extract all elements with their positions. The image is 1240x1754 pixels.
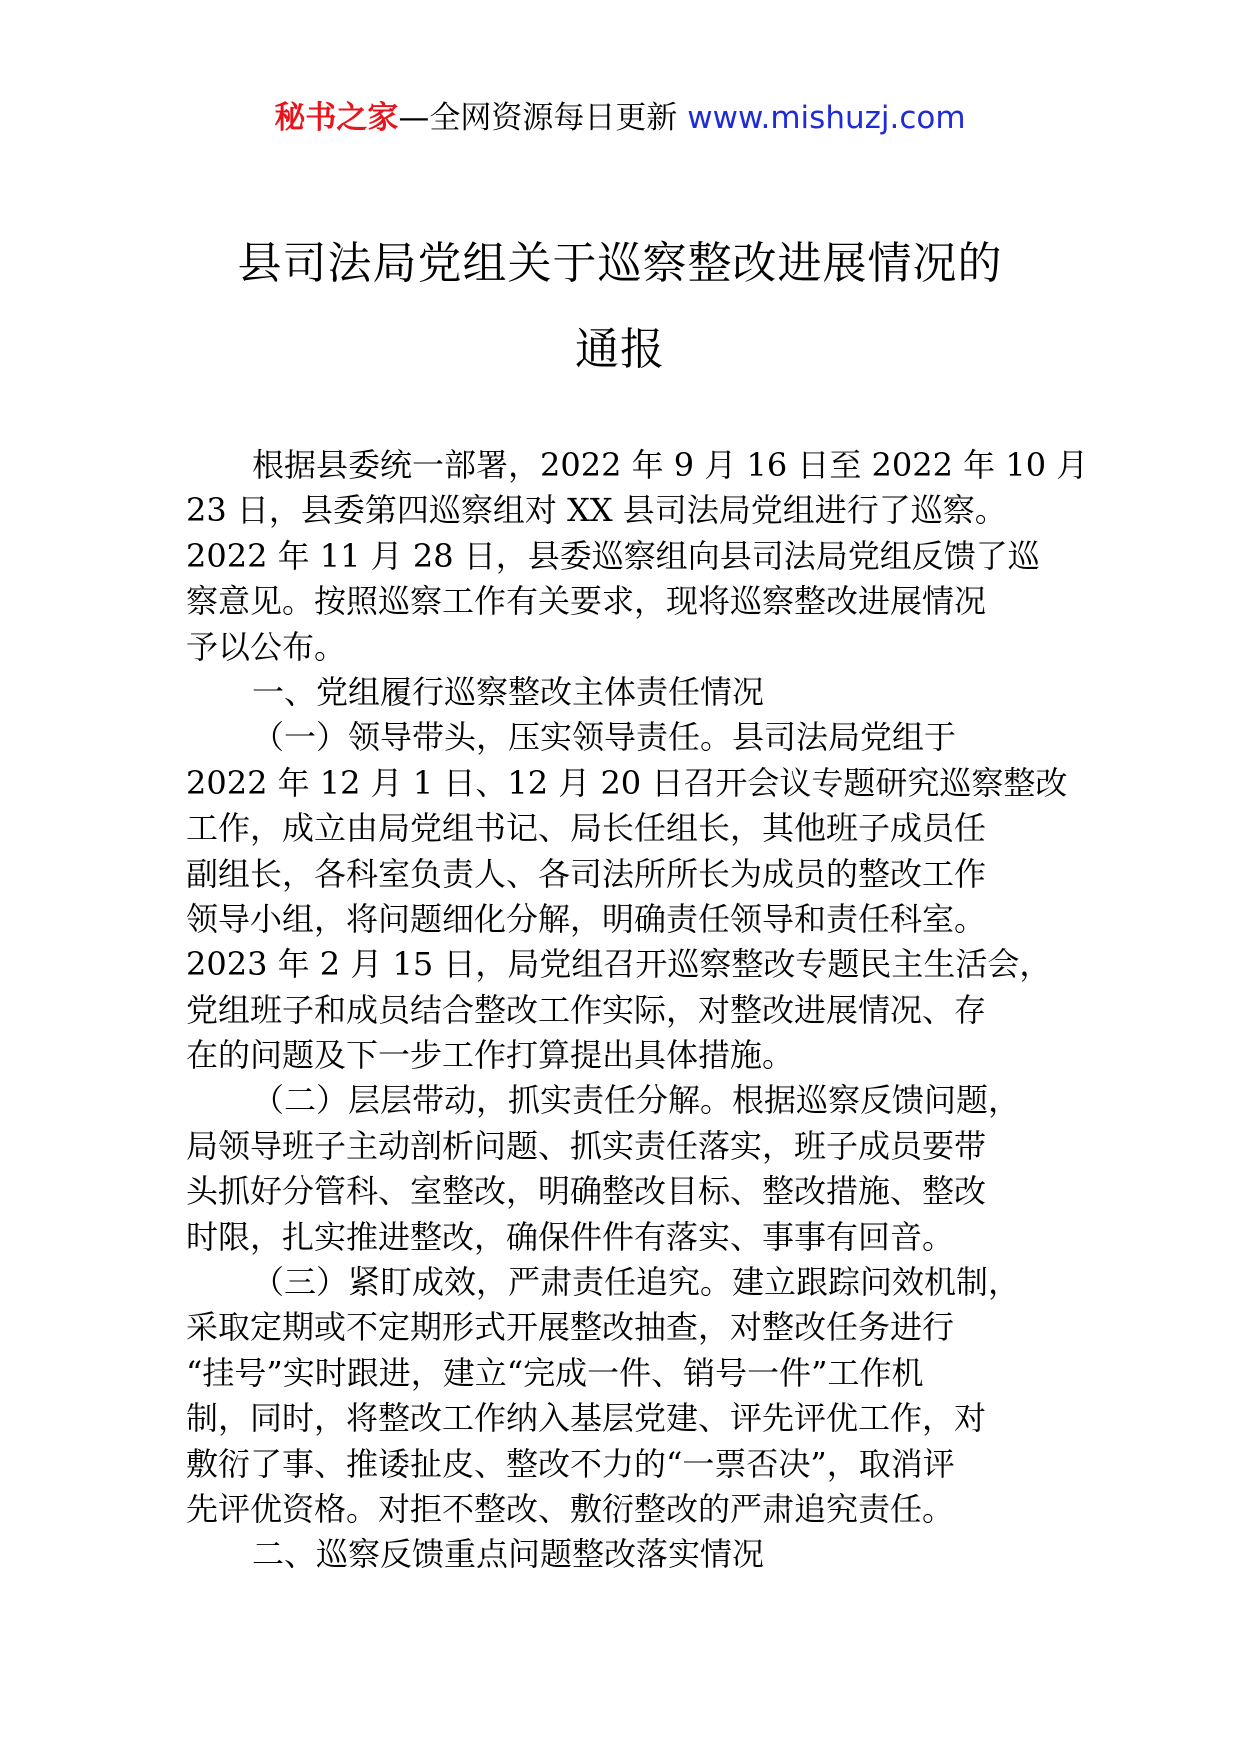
body-line: 头抓好分管科、室整改，明确整改目标、整改措施、整改 (186, 1172, 987, 1211)
body-line: 察意见。按照巡察工作有关要求，现将巡察整改进展情况 (186, 582, 987, 621)
document-title-line-2: 通报 (575, 324, 665, 375)
document-body (186, 443, 1089, 1578)
document-title-line-1: 县司法局党组关于巡察整改进展情况的 (237, 238, 1003, 289)
section-heading: 二、巡察反馈重点问题整改落实情况 (252, 1535, 765, 1574)
body-line: 2023 年 2 月 15 日，局党组召开巡察整改专题民主生活会， (186, 945, 1052, 984)
body-line: 党组班子和成员结合整改工作实际，对整改进展情况、存 (186, 990, 987, 1029)
body-line: 2022 年 11 月 28 日，县委巡察组向县司法局党组反馈了巡 (186, 536, 1040, 575)
body-line: 先评优资格。对拒不整改、敷衍整改的严肃追究责任。 (186, 1489, 955, 1528)
body-line: 根据县委统一部署，2022 年 9 月 16 日至 2022 年 10 月 (252, 446, 1089, 484)
body-line: 工作，成立由局党组书记、局长任组长，其他班子成员任 (186, 809, 987, 848)
body-line: 在的问题及下一步工作打算提出具体措施。 (186, 1036, 795, 1075)
body-line: 副组长，各科室负责人、各司法所所长为成员的整改工作 (186, 854, 987, 893)
body-line: 敷衍了事、推诿扯皮、整改不力的“一票否决”，取消评 (186, 1444, 955, 1483)
body-line: 领导小组，将问题细化分解，明确责任领导和责任科室。 (186, 899, 987, 938)
brand-name: 秘书之家 (274, 100, 399, 136)
header-slogan: —全网资源每日更新 (398, 100, 688, 136)
body-line: 23 日，县委第四巡察组对 XX 县司法局党组进行了巡察。 (186, 491, 1007, 530)
body-line: （一）领导带头，压实领导责任。县司法局党组于 (252, 718, 957, 757)
section-heading: 一、党组履行巡察整改主体责任情况 (252, 672, 765, 711)
site-header (0, 98, 1240, 138)
body-line: 制，同时，将整改工作纳入基层党建、评先评优工作，对 (186, 1399, 987, 1438)
body-line: 2022 年 12 月 1 日、12 月 20 日召开会议专题研究巡察整改 (186, 763, 1068, 802)
body-line: 时限，扎实推进整改，确保件件有落实、事事有回音。 (186, 1217, 955, 1256)
body-line: 局领导班子主动剖析问题、抓实责任落实，班子成员要带 (186, 1126, 987, 1165)
body-line: “挂号”实时跟进，建立“完成一件、销号一件”工作机 (186, 1353, 924, 1392)
site-url[interactable]: www.mishuzj.com (687, 100, 966, 136)
body-line: （三）紧盯成效，严肃责任追究。建立跟踪问效机制， (252, 1263, 1021, 1302)
body-line: （二）层层带动，抓实责任分解。根据巡察反馈问题， (252, 1081, 1021, 1120)
body-line: 予以公布。 (186, 627, 347, 666)
body-line: 采取定期或不定期形式开展整改抽查，对整改任务进行 (186, 1308, 955, 1347)
